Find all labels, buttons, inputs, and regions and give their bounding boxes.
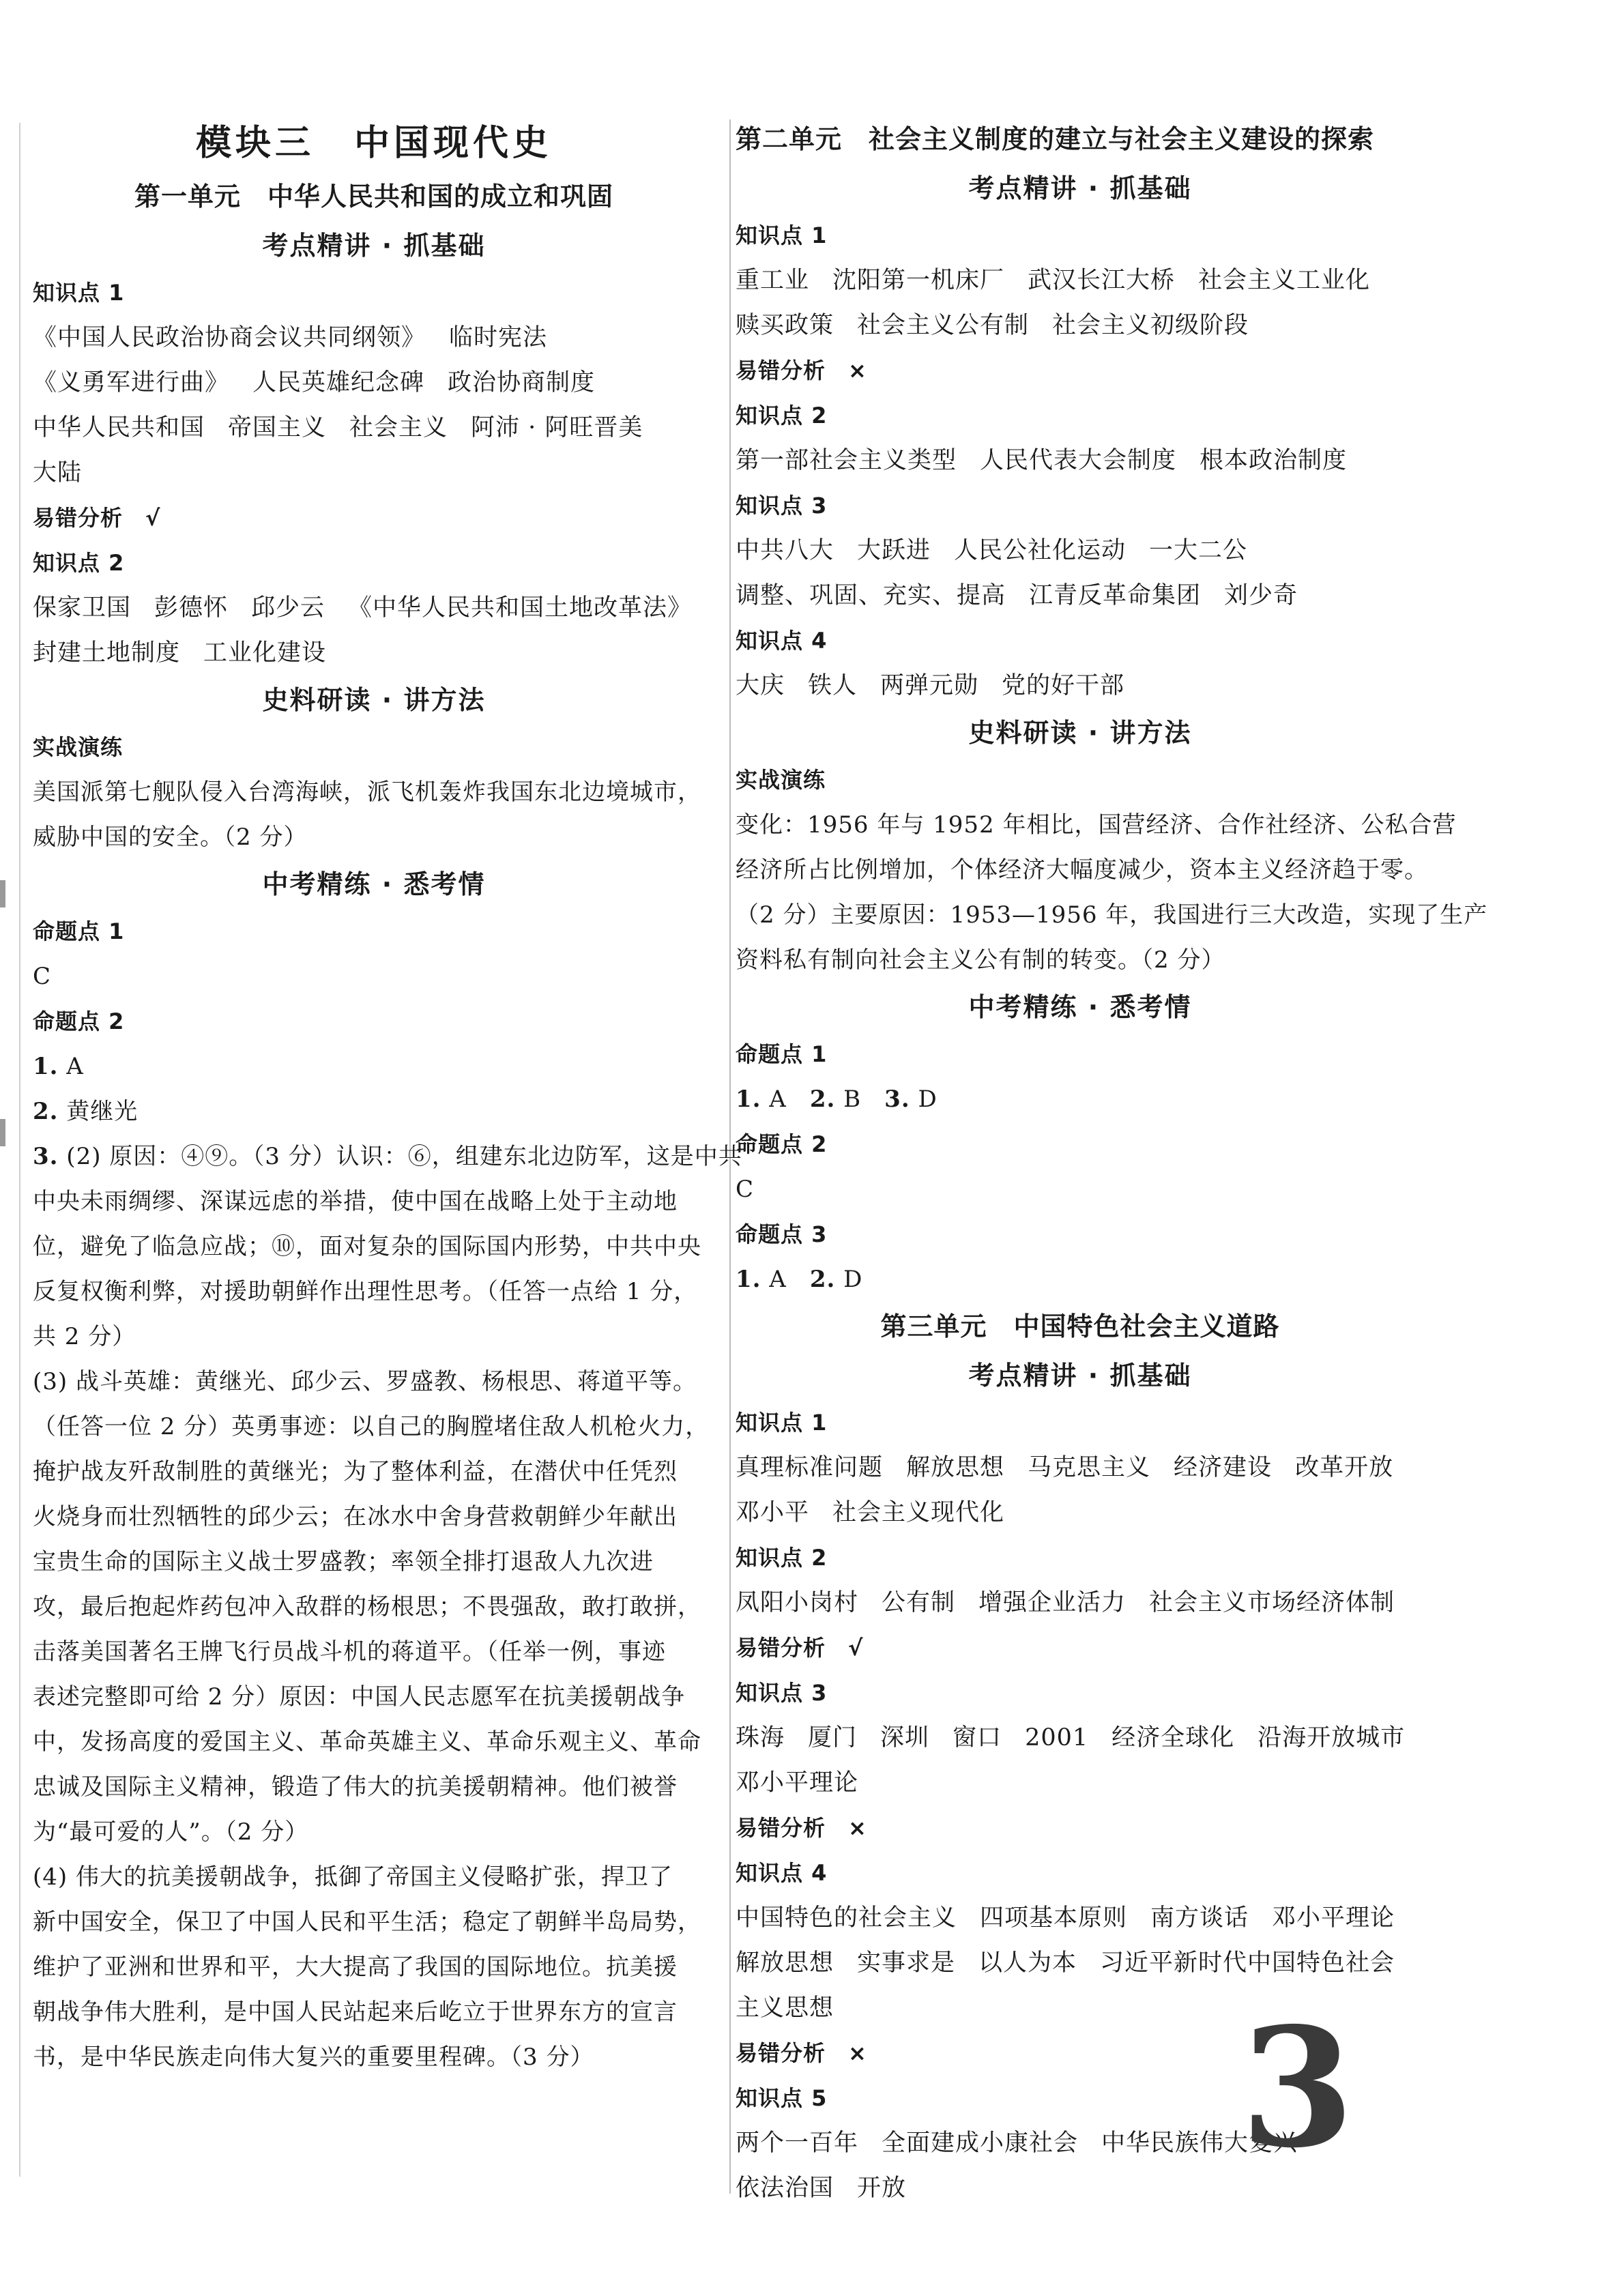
- point-label: 知识点 4: [736, 628, 828, 654]
- answer-text: （任答一位 2 分）英勇事迹：以自己的胸膛堵住敌人机枪火力，: [33, 1413, 710, 1440]
- answer-term: 社会主义公有制: [857, 312, 1030, 339]
- point-label: 知识点 4: [736, 1860, 828, 1886]
- answer-items: [736, 1490, 1425, 1535]
- answer-term: 人民英雄纪念碑: [252, 369, 425, 396]
- answer-term: 调整、巩固、充实、提高: [736, 582, 1006, 609]
- point-label: 易错分析 ×: [736, 358, 867, 383]
- answer-term: 主义思想: [736, 1994, 834, 2022]
- section-heading: 考点精讲 · 抓基础: [968, 173, 1192, 203]
- answer-term: 邱少云: [251, 594, 325, 622]
- answer-text: 忠诚及国际主义精神，锻造了伟大的抗美援朝精神。他们被誉: [33, 1773, 678, 1801]
- section-heading: 考点精讲 · 抓基础: [968, 1361, 1192, 1391]
- answer-items: [33, 450, 715, 495]
- numbered-answer: [33, 1044, 715, 1089]
- point-label: 命题点 1: [33, 918, 125, 944]
- answer-term: 2001: [1025, 1724, 1089, 1752]
- point-label: 易错分析 √: [33, 505, 161, 531]
- binding-mark: [0, 1119, 5, 1146]
- point-label: 知识点 2: [33, 550, 125, 576]
- answer-text: 新中国安全，保卫了中国人民和平生活；稳定了朝鲜半岛局势，: [33, 1908, 701, 1936]
- point-label: 易错分析 ×: [736, 1815, 867, 1841]
- answer-items: [33, 585, 715, 630]
- answer-text: 朝战争伟大胜利，是中国人民站起来后屹立于世界东方的宣言: [33, 1999, 678, 2026]
- question-number: 1.: [736, 1266, 761, 1293]
- answer-term: 改革开放: [1295, 1454, 1394, 1481]
- answer-term: 社会主义市场经济体制: [1149, 1589, 1395, 1616]
- answer-term: 人民公社化运动: [954, 537, 1127, 564]
- answer-term: 社会主义工业化: [1198, 267, 1371, 294]
- answer-term: 临时宪法: [449, 324, 548, 351]
- answer-text: C: [33, 963, 52, 990]
- answer-term: 政治协商制度: [448, 369, 596, 396]
- answer-term: 江青反革命集团: [1029, 582, 1202, 609]
- answer-term: 南方谈话: [1150, 1904, 1249, 1932]
- answer-text: 书，是中华民族走向伟大复兴的重要里程碑。（3 分）: [33, 2044, 594, 2071]
- point-label: 实战演练: [33, 734, 124, 760]
- answer-items: [736, 1445, 1425, 1490]
- answer-term: 重工业: [736, 267, 810, 294]
- answer-text: 美国派第七舰队侵入台湾海峡，派飞机轰炸我国东北边境城市，: [33, 779, 701, 806]
- answer-term: 窗口: [953, 1724, 1002, 1752]
- answer-term: 沿海开放城市: [1258, 1724, 1406, 1752]
- answer-text: A: [58, 1053, 84, 1080]
- numbered-answer: [33, 1089, 715, 1134]
- answer-term: 邓小平理论: [736, 1769, 859, 1797]
- answer-term: 开放: [857, 2175, 907, 2202]
- answer-text: 位，避免了临急应战；⑩，面对复杂的国际国内形势，中共中央: [33, 1233, 701, 1260]
- answer-term: 厦门: [808, 1724, 858, 1752]
- answer-term: 《义勇军进行曲》: [33, 369, 230, 396]
- point-label: 命题点 2: [33, 1008, 125, 1034]
- answer-term: 中华民族伟大复兴: [1101, 2130, 1298, 2157]
- section-heading: 史料研读 · 讲方法: [968, 718, 1192, 748]
- answer-term: 社会主义现代化: [832, 1499, 1005, 1526]
- answer-term: 刘少奇: [1224, 582, 1298, 609]
- answer-term: 保家卫国: [33, 594, 132, 622]
- answer-term: 真理标准问题: [736, 1454, 884, 1481]
- answer-term: 封建土地制度: [33, 639, 181, 667]
- answer-text: 火烧身而壮烈牺牲的邱少云；在冰水中舍身营救朝鲜少年献出: [33, 1503, 678, 1530]
- point-label: 易错分析 ×: [736, 2040, 867, 2066]
- answer-term: 四项基本原则: [980, 1904, 1128, 1932]
- answer-text: C: [736, 1176, 755, 1203]
- question-number: 2.: [809, 1086, 836, 1113]
- answer-items: [736, 1715, 1425, 1760]
- answer-term: 经济全球化: [1112, 1724, 1235, 1752]
- answer-items: [33, 630, 715, 675]
- page-number: 3: [1240, 1992, 1354, 2184]
- answer-term: 中华人民共和国: [33, 414, 205, 441]
- answer-text: 变化：1956 年与 1952 年相比，国营经济、合作社经济、公私合营: [736, 811, 1457, 839]
- answer-term: 第一部社会主义类型: [736, 447, 957, 474]
- answer-term: 一大二公: [1149, 537, 1248, 564]
- point-label: 命题点 2: [736, 1131, 828, 1157]
- answer-text: 击落美国著名王牌飞行员战斗机的蒋道平。（任举一例，事迹: [33, 1638, 666, 1666]
- answer-term: 《中华人民共和国土地改革法》: [348, 594, 693, 622]
- answer-text: 表述完整即可给 2 分）原因：中国人民志愿军在抗美援朝战争: [33, 1683, 686, 1711]
- section-heading: 考点精讲 · 抓基础: [262, 231, 486, 261]
- answer-text: 共 2 分）: [33, 1323, 136, 1350]
- point-label: 命题点 1: [736, 1041, 828, 1067]
- point-label: 易错分析 √: [736, 1635, 864, 1661]
- question-number: 2.: [809, 1266, 836, 1293]
- point-label: 知识点 2: [736, 403, 828, 428]
- left-margin-rule: [19, 123, 20, 2177]
- answer-term: 社会主义初级阶段: [1052, 312, 1249, 339]
- choice-value: B: [835, 1086, 862, 1113]
- answer-text: (3) 战斗英雄：黄继光、邱少云、罗盛教、杨根思、蒋道平等。: [33, 1368, 697, 1395]
- answer-text: 黄继光: [58, 1098, 139, 1125]
- answer-term: 沈阳第一机床厂: [832, 267, 1005, 294]
- answer-term: 深圳: [880, 1724, 930, 1752]
- answer-text: 为“最可爱的人”。（2 分）: [33, 1818, 309, 1846]
- module-title: 模块三 中国现代史: [195, 122, 552, 164]
- answer-term: 大跃进: [857, 537, 931, 564]
- answer-term: 大庆: [736, 672, 785, 699]
- answer-term: 公有制: [882, 1589, 956, 1616]
- choice-answers: [736, 1077, 1425, 1122]
- unit-heading: 第二单元 社会主义制度的建立与社会主义建设的探索: [736, 124, 1375, 154]
- point-label: 命题点 3: [736, 1221, 828, 1247]
- binding-mark: [0, 880, 5, 907]
- answer-term: 工业化建设: [203, 639, 327, 667]
- answer-term: 两弹元勋: [880, 672, 979, 699]
- question-number: 2.: [33, 1098, 59, 1125]
- left-column: [33, 115, 742, 2080]
- answer-term: 两个一百年: [736, 2130, 859, 2157]
- answer-term: 邓小平理论: [1272, 1904, 1395, 1932]
- answer-term: 习近平新时代中国特色社会: [1100, 1949, 1395, 1977]
- answer-text: 攻，最后抱起炸药包冲入敌群的杨根思；不畏强敌，敢打敢拼，: [33, 1593, 701, 1621]
- numbered-answer: [33, 1134, 742, 1179]
- answer-text: 维护了亚洲和世界和平，大大提高了我国的国际地位。抗美援: [33, 1953, 678, 1981]
- answer-term: 实事求是: [857, 1949, 956, 1977]
- point-label: 知识点 3: [736, 493, 828, 519]
- unit-heading: 第三单元 中国特色社会主义道路: [880, 1311, 1280, 1341]
- answer-text: 威胁中国的安全。（2 分）: [33, 824, 308, 851]
- answer-items: [736, 438, 1425, 483]
- choice-value: A: [761, 1086, 787, 1113]
- choice-value: D: [835, 1266, 863, 1293]
- answer-items: [736, 1895, 1425, 1941]
- answer-term: 以人为本: [978, 1949, 1077, 1977]
- answer-items: [33, 360, 715, 405]
- section-heading: 史料研读 · 讲方法: [262, 685, 486, 715]
- point-label: 知识点 2: [736, 1545, 828, 1571]
- question-number: 1.: [736, 1086, 761, 1113]
- point-label: 知识点 5: [736, 2085, 828, 2111]
- answer-items: [736, 1941, 1425, 1986]
- answer-term: 解放思想: [736, 1949, 834, 1977]
- answer-text: 中，发扬高度的爱国主义、革命英雄主义、革命乐观主义、革命: [33, 1728, 701, 1756]
- point-label: 知识点 3: [736, 1680, 828, 1706]
- answer-term: 增强企业活力: [978, 1589, 1127, 1616]
- answer-text: 宝贵生命的国际主义战士罗盛教；率领全排打退敌人九次进: [33, 1548, 654, 1575]
- answer-term: 中共八大: [736, 537, 834, 564]
- answer-term: 武汉长江大桥: [1028, 267, 1176, 294]
- answer-term: 党的好干部: [1002, 672, 1125, 699]
- point-label: 知识点 1: [736, 222, 828, 248]
- answer-items: [33, 405, 715, 450]
- answer-text: (4) 伟大的抗美援朝战争，抵御了帝国主义侵略扩张，捍卫了: [33, 1863, 673, 1891]
- answer-term: 社会主义: [349, 414, 448, 441]
- answer-term: 彭德怀: [154, 594, 229, 622]
- answer-items: [736, 573, 1425, 618]
- answer-term: 中国特色的社会主义: [736, 1904, 957, 1932]
- answer-term: 珠海: [736, 1724, 785, 1752]
- choice-answers: [736, 1257, 1425, 1302]
- answer-term: 邓小平: [736, 1499, 810, 1526]
- question-number: 3.: [884, 1086, 910, 1113]
- answer-items: [736, 1580, 1425, 1625]
- answer-items: [33, 315, 715, 360]
- answer-text: 经济所占比例增加，个体经济大幅度减少，资本主义经济趋于零。: [736, 856, 1428, 884]
- answer-text: （2 分）主要原因：1953—1956 年，我国进行三大改造，实现了生产: [736, 901, 1488, 929]
- choice-value: A: [761, 1266, 787, 1293]
- right-column: [736, 115, 1488, 2211]
- point-label: 知识点 1: [736, 1410, 828, 1436]
- answer-term: 赎买政策: [736, 312, 834, 339]
- question-number: 3.: [33, 1143, 59, 1170]
- answer-term: 帝国主义: [228, 414, 327, 441]
- answer-term: 马克思主义: [1028, 1454, 1151, 1481]
- answer-term: 人民代表大会制度: [980, 447, 1177, 474]
- answer-text: 掩护战友歼敌制胜的黄继光；为了整体利益，在潜伏中任凭烈: [33, 1458, 678, 1485]
- question-number: 1.: [33, 1053, 59, 1080]
- answer-term: 大陆: [33, 459, 83, 486]
- answer-term: 凤阳小岗村: [736, 1589, 859, 1616]
- point-label: 知识点 1: [33, 280, 125, 306]
- answer-term: 经济建设: [1174, 1454, 1273, 1481]
- answer-term: 依法治国: [736, 2175, 834, 2202]
- answer-term: 阿沛 · 阿旺晋美: [471, 414, 643, 441]
- answer-term: 铁人: [808, 672, 858, 699]
- answer-term: 根本政治制度: [1200, 447, 1348, 474]
- answer-term: 全面建成小康社会: [882, 2130, 1079, 2157]
- answer-term: 《中国人民政治协商会议共同纲领》: [33, 324, 426, 351]
- answer-items: [736, 528, 1425, 573]
- answer-items: [736, 258, 1425, 303]
- answer-text: (2) 原因：④⑨。（3 分）认识：⑥，组建东北边防军，这是中共: [58, 1143, 742, 1170]
- answer-term: 解放思想: [906, 1454, 1005, 1481]
- answer-text: 反复权衡利弊，对援助朝鲜作出理性思考。（任答一点给 1 分，: [33, 1278, 698, 1305]
- answer-items: [736, 663, 1425, 708]
- section-heading: 中考精练 · 悉考情: [968, 992, 1192, 1022]
- point-label: 实战演练: [736, 767, 826, 793]
- section-heading: 中考精练 · 悉考情: [262, 869, 486, 899]
- answer-items: [736, 1760, 1425, 1805]
- answer-text: 资料私有制向社会主义公有制的转变。（2 分）: [736, 946, 1225, 974]
- answer-text: 中央未雨绸缪、深谋远虑的举措，使中国在战略上处于主动地: [33, 1188, 678, 1215]
- choice-value: D: [910, 1086, 938, 1113]
- unit-heading: 第一单元 中华人民共和国的成立和巩固: [134, 181, 613, 212]
- answer-items: [736, 303, 1425, 348]
